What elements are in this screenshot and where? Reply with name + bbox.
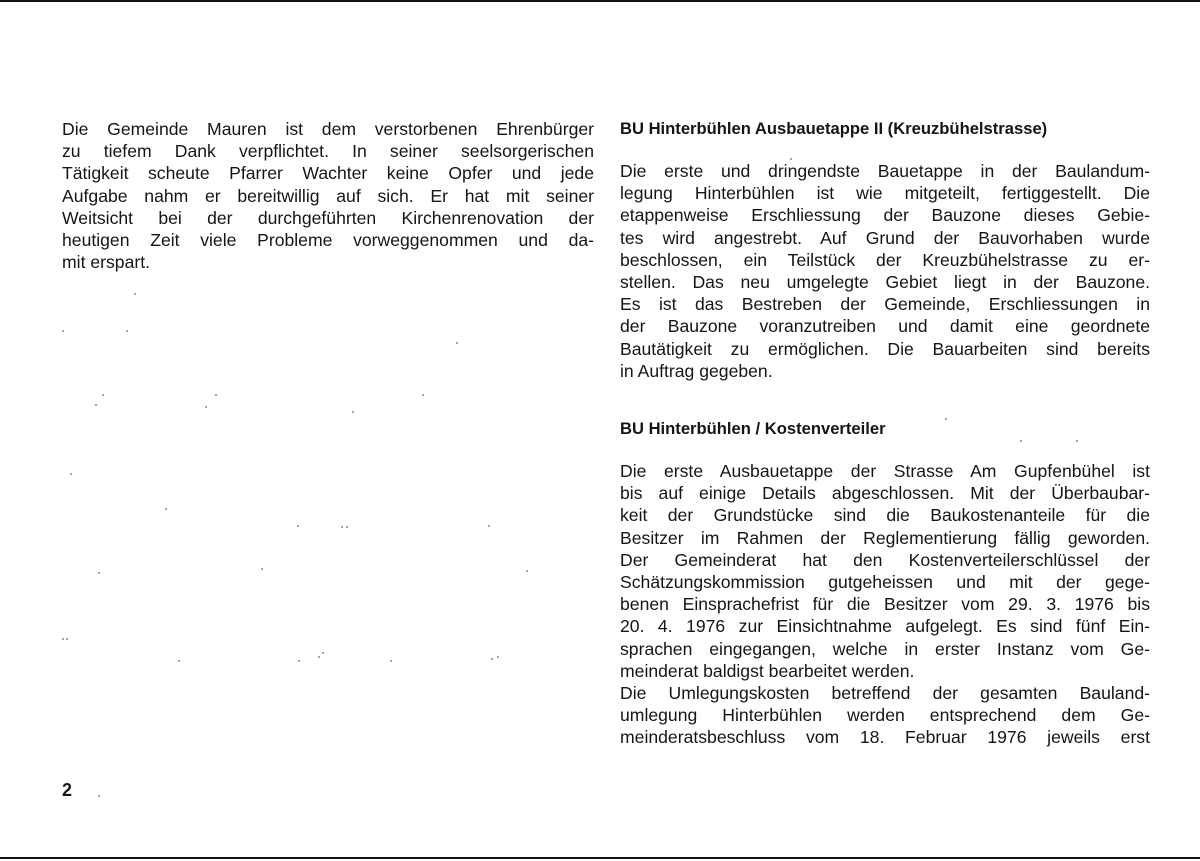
body-line: umlegung Hinterbühlen werden entsprechend dem Ge- xyxy=(620,705,1150,726)
scan-speck xyxy=(346,526,348,528)
body-line: etappenweise Erschliessung der Bauzone dieses Gebie- xyxy=(620,205,1150,226)
scan-speck xyxy=(98,795,100,797)
left-line: mit erspart. xyxy=(62,252,150,273)
scan-speck xyxy=(488,525,490,527)
scan-speck xyxy=(497,656,499,658)
scan-speck xyxy=(126,330,128,332)
top-rule xyxy=(0,0,1200,2)
body-line: Besitzer im Rahmen der Reglementierung fällig geworden. xyxy=(620,527,1150,548)
scan-speck xyxy=(297,525,299,527)
scan-speck xyxy=(526,570,528,572)
spacer xyxy=(620,440,1150,460)
scan-speck xyxy=(98,572,100,574)
body-line: keit der Grundstücke sind die Baukostenanteile für die xyxy=(620,505,1150,526)
body-line: meinderatsbeschluss vom 18. Februar 1976 jeweils erst xyxy=(620,727,1150,748)
scan-speck xyxy=(456,342,458,344)
scan-speck xyxy=(352,411,354,413)
scan-speck xyxy=(322,652,324,654)
section-body-kostenverteiler xyxy=(620,460,1150,749)
body-line: in Auftrag gegeben. xyxy=(620,360,773,381)
section-body-ausbauetappe xyxy=(620,160,1150,382)
scan-speck xyxy=(945,418,947,420)
left-line: heutigen Zeit viele Probleme vorweggenommen und da- xyxy=(62,230,594,251)
body-line: tes wird angestrebt. Auf Grund der Bauvorhaben wurde xyxy=(620,227,1150,248)
scan-speck xyxy=(1020,440,1022,442)
body-line: sprachen eingegangen, welche in erster Instanz vom Ge- xyxy=(620,638,1150,659)
body-line: Die erste Ausbauetappe der Strasse Am Gupfenbühel ist xyxy=(620,461,1150,482)
scan-speck xyxy=(341,526,343,528)
body-line: meinderat baldigst bearbeitet werden. xyxy=(620,660,915,681)
left-column xyxy=(62,118,594,273)
scan-speck xyxy=(102,394,104,396)
body-line: 20. 4. 1976 zur Einsichtnahme aufgelegt. Es sind fünf Ein- xyxy=(620,616,1150,637)
page-number: 2 xyxy=(62,780,73,800)
body-line: Schätzungskommission gutgeheissen und mit der gege- xyxy=(620,572,1150,593)
body-line: beschlossen, ein Teilstück der Kreuzbühelstrasse zu er- xyxy=(620,249,1150,270)
scan-speck xyxy=(62,330,64,332)
left-line: Tätigkeit scheute Pfarrer Wachter keine Opfer und jede xyxy=(62,163,594,184)
bottom-rule xyxy=(0,857,1200,859)
right-column xyxy=(620,118,1150,749)
body-line: legung Hinterbühlen ist wie mitgeteilt, fertiggestellt. Die xyxy=(620,183,1150,204)
body-line: Es ist das Bestreben der Gemeinde, Erschliessungen in xyxy=(620,294,1150,315)
scan-speck xyxy=(790,158,792,160)
body-line: Die Umlegungskosten betreffend der gesamten Bauland- xyxy=(620,683,1150,704)
scan-speck xyxy=(491,658,493,660)
body-line: stellen. Das neu umgelegte Gebiet liegt in der Bauzone. xyxy=(620,272,1150,293)
scan-speck xyxy=(134,293,136,295)
spacer xyxy=(620,382,1150,418)
body-line: bis auf einige Details abgeschlossen. Mit der Überbaubar- xyxy=(620,483,1150,504)
scan-speck xyxy=(422,394,424,396)
scan-speck xyxy=(70,473,72,475)
scan-speck xyxy=(62,638,64,640)
body-line: Der Gemeinderat hat den Kostenverteilerschlüssel der xyxy=(620,549,1150,570)
scan-speck xyxy=(1076,440,1078,442)
spacer xyxy=(620,140,1150,160)
body-line: der Bauzone voranzutreiben und damit eine geordnete xyxy=(620,316,1150,337)
body-line: benen Einsprachefrist für die Besitzer vom 29. 3. 1976 bis xyxy=(620,594,1150,615)
scan-speck xyxy=(178,660,180,662)
scan-speck xyxy=(318,656,320,658)
scan-speck xyxy=(215,394,217,396)
left-line: Die Gemeinde Mauren ist dem verstorbenen Ehrenbürger xyxy=(62,119,594,139)
scan-speck xyxy=(390,660,392,662)
body-line: Bautätigkeit zu ermöglichen. Die Bauarbeiten sind bereits xyxy=(620,338,1150,359)
body-line: Die erste und dringendste Bauetappe in der Baulandum- xyxy=(620,161,1150,181)
left-line: Aufgabe nahm er bereitwillig auf sich. Er hat mit seiner xyxy=(62,185,594,206)
scan-speck xyxy=(261,568,263,570)
scan-speck xyxy=(298,660,300,662)
scan-speck xyxy=(165,508,167,510)
left-line: Weitsicht bei der durchgeführten Kirchenrenovation der xyxy=(62,207,594,228)
scan-speck xyxy=(66,638,68,640)
scan-speck xyxy=(205,406,207,408)
scan-speck xyxy=(95,404,97,406)
section-heading-ausbauetappe: BU Hinterbühlen Ausbauetappe II (Kreuzbühelstrasse) xyxy=(620,119,1048,138)
left-line: zu tiefem Dank verpflichtet. In seiner seelsorgerischen xyxy=(62,141,594,162)
section-heading-kostenverteiler: BU Hinterbühlen / Kostenverteiler xyxy=(620,419,886,439)
